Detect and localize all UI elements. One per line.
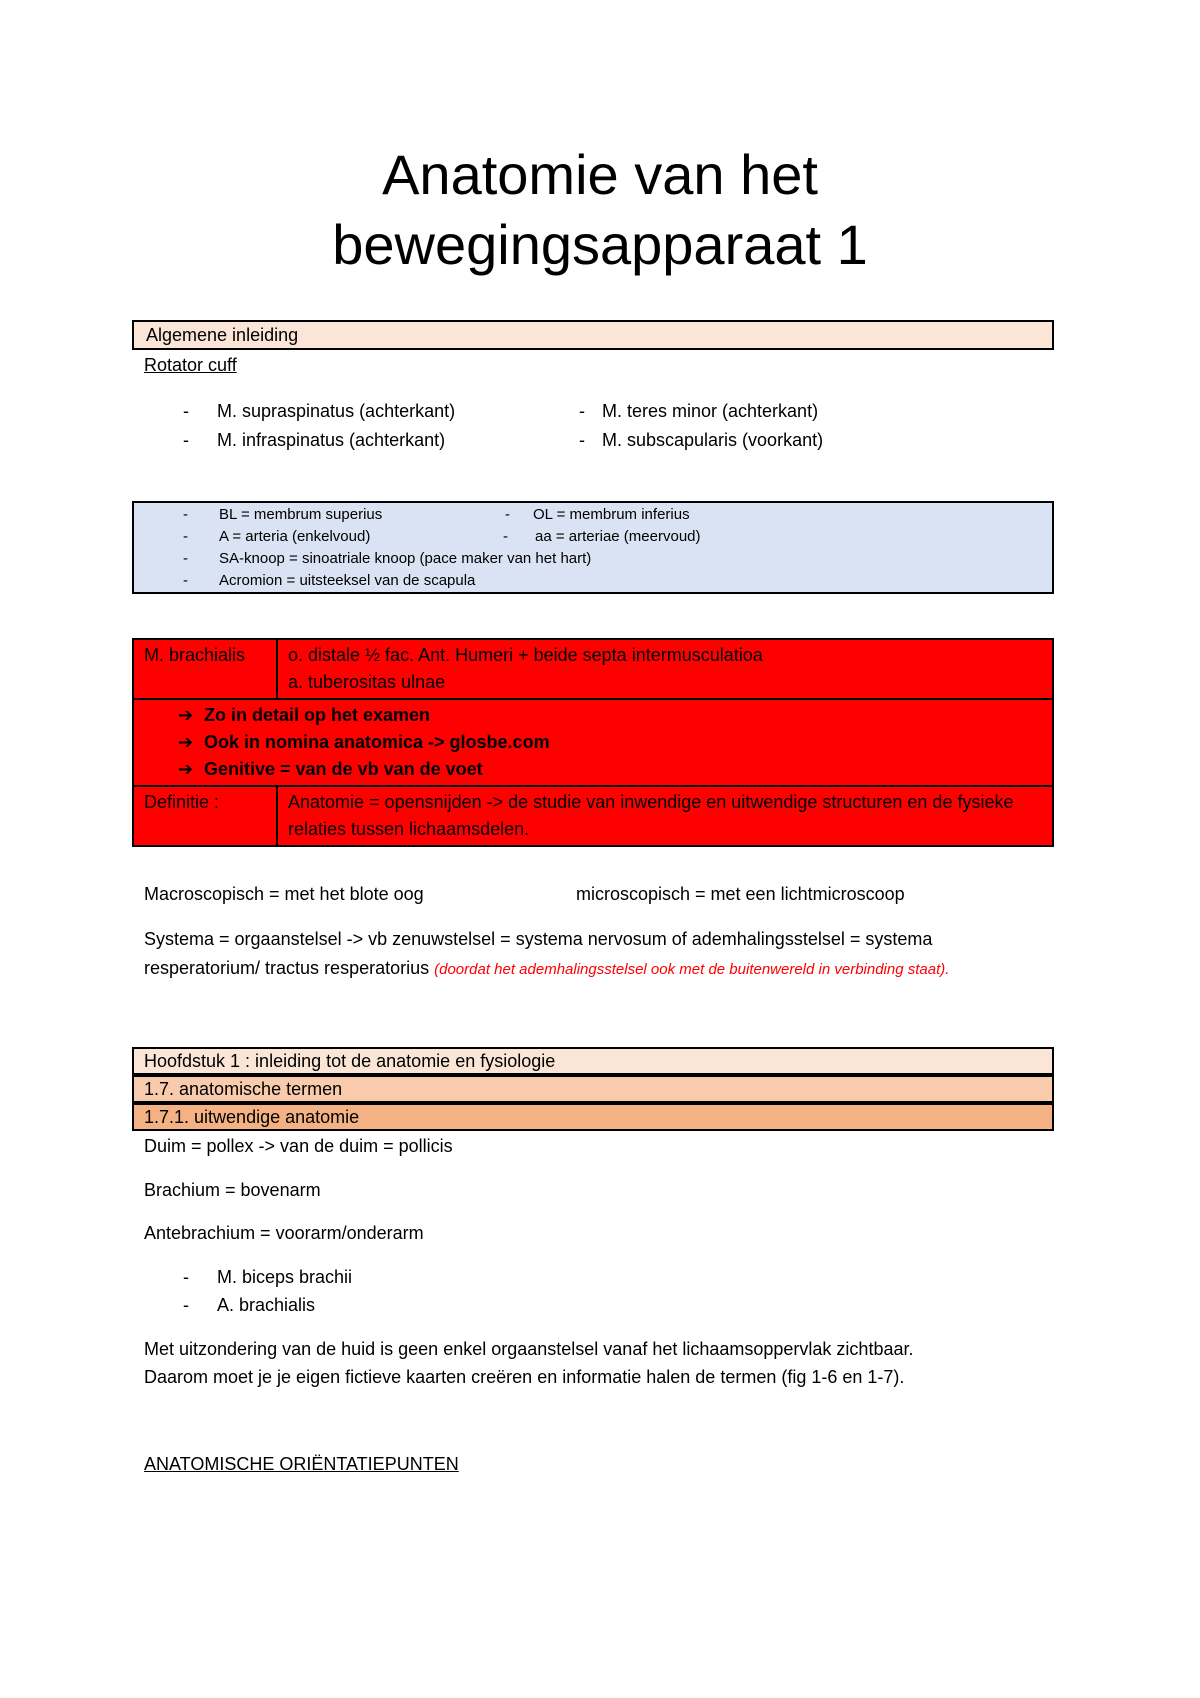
chapter-heading-bar: [132, 1047, 1054, 1075]
abbrev-aa: aa = arteriae (meervoud): [535, 528, 701, 545]
title-line-1: Anatomie van het: [382, 143, 818, 206]
abbrev-acromion: Acromion = uitsteeksel van de scapula: [219, 572, 476, 589]
list-dash: -: [183, 528, 188, 545]
list-dash: -: [503, 528, 508, 545]
table-row: [133, 699, 1053, 786]
list-dash: -: [183, 1267, 189, 1287]
paragraph-line-1: Met uitzondering van de huid is geen enkel orgaanstelsel vanaf het lichaamsoppervlak zichtbaar.: [144, 1339, 914, 1359]
muscle-label-cell: [133, 639, 277, 699]
table-row: [133, 639, 1053, 699]
chapter-heading: Hoofdstuk 1 : inleiding tot de anatomie en fysiologie: [144, 1051, 556, 1071]
list-dash: -: [183, 572, 188, 589]
arrow-right-icon: ➔: [178, 732, 194, 752]
definition-text: Anatomie = opensnijden -> de studie van inwendige en uitwendige structuren en de fysieke relaties tussen lichaamsdelen.: [288, 792, 1014, 839]
list-dash: -: [183, 550, 188, 567]
muscle-label: M. brachialis: [144, 645, 246, 665]
note-text: Ook in nomina anatomica -> glosbe.com: [204, 732, 550, 752]
subsection-heading: 1.7.1. uitwendige anatomie: [144, 1107, 360, 1127]
abbrev-sa: SA-knoop = sinoatriale knoop (pace maker van het hart): [219, 550, 592, 567]
section-heading-orientation: ANATOMISCHE ORIËNTATIEPUNTEN: [144, 1454, 459, 1474]
abbrev-a: A = arteria (enkelvoud): [219, 528, 371, 545]
macroscopic-text: Macroscopisch = met het blote oog: [144, 884, 424, 904]
abbreviations-box: [132, 501, 1054, 594]
list-item: A. brachialis: [217, 1295, 316, 1315]
term-antebrachium: Antebrachium = voorarm/onderarm: [144, 1223, 424, 1243]
table-row: [133, 786, 1053, 846]
list-dash: -: [505, 506, 510, 523]
note-text: Genitive = van de vb van de voet: [204, 759, 483, 779]
systema-note: (doordat het ademhalingsstelsel ook met de buitenwereld in verbinding staat).: [434, 961, 950, 978]
paragraph-line-2: Daarom moet je je eigen fictieve kaarten creëren en informatie halen de termen (fig 1-6 en 1-7).: [144, 1367, 905, 1387]
microscopic-text: microscopisch = met een lichtmicroscoop: [576, 884, 905, 904]
section-heading-bar: [132, 1075, 1054, 1103]
arrow-right-icon: ➔: [178, 759, 194, 779]
document-title: [0, 140, 1200, 280]
rotator-item: M. teres minor (achterkant): [602, 401, 819, 421]
abbrev-bl: BL = membrum superius: [219, 506, 383, 523]
intro-header-box: [132, 320, 1054, 350]
list-dash: -: [183, 506, 188, 523]
muscle-detail-cell: [277, 639, 1053, 699]
definition-label-cell: [133, 786, 277, 846]
muscle-origin: o. distale ½ fac. Ant. Humeri + beide septa intermusculatioa: [288, 645, 763, 665]
note-text: Zo in detail op het examen: [204, 705, 431, 725]
list-item: [178, 729, 1042, 756]
title-line-2: bewegingsapparaat 1: [332, 213, 868, 276]
list-dash: -: [579, 401, 585, 421]
list-dash: -: [183, 1295, 189, 1315]
brachialis-table: [132, 638, 1054, 847]
rotator-item: M. subscapularis (voorkant): [602, 430, 824, 450]
section-heading: 1.7. anatomische termen: [144, 1079, 343, 1099]
rotator-item: M. infraspinatus (achterkant): [217, 430, 446, 450]
list-item: [178, 702, 1042, 729]
term-brachium: Brachium = bovenarm: [144, 1180, 321, 1200]
systema-text: resperatorium/ tractus resperatorius: [144, 958, 430, 978]
systema-line-2: [144, 958, 949, 979]
subsection-heading-bar: [132, 1103, 1054, 1131]
list-dash: -: [183, 430, 189, 450]
intro-header-label: Algemene inleiding: [146, 325, 299, 345]
definition-label: Definitie :: [144, 792, 220, 812]
list-dash: -: [183, 401, 189, 421]
notes-cell: [133, 699, 1053, 786]
abbrev-ol: OL = membrum inferius: [533, 506, 690, 523]
rotator-item: M. supraspinatus (achterkant): [217, 401, 456, 421]
list-dash: -: [579, 430, 585, 450]
systema-line-1: Systema = orgaanstelsel -> vb zenuwstelsel = systema nervosum of ademhalingsstelsel = systema: [144, 929, 933, 949]
list-item: [178, 756, 1042, 783]
term-duim: Duim = pollex -> van de duim = pollicis: [144, 1136, 453, 1156]
list-item: M. biceps brachii: [217, 1267, 353, 1287]
definition-text-cell: [277, 786, 1053, 846]
muscle-insertion: a. tuberositas ulnae: [288, 672, 446, 692]
arrow-right-icon: ➔: [178, 705, 194, 725]
rotator-heading: Rotator cuff: [144, 355, 237, 375]
